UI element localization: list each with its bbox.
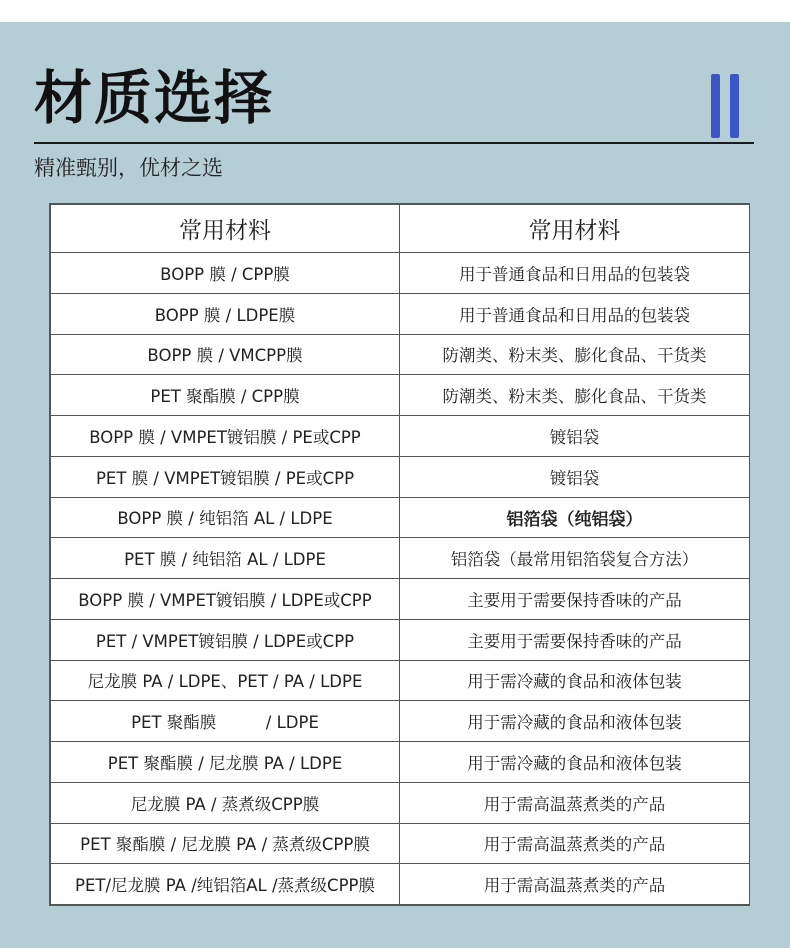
usage-cell: 镀铝袋 [400,456,750,497]
material-cell: 尼龙膜 PA / 蒸煮级CPP膜 [51,782,400,823]
table-row [51,375,750,416]
usage-cell: 用于需高温蒸煮类的产品 [400,864,750,905]
usage-cell: 铝箔袋（纯铝袋） [400,497,750,538]
material-cell: BOPP 膜 / CPP膜 [51,253,400,294]
usage-cell: 用于需高温蒸煮类的产品 [400,782,750,823]
material-cell: 尼龙膜 PA / LDPE、PET / PA / LDPE [51,660,400,701]
usage-cell: 用于普通食品和日用品的包装袋 [400,253,750,294]
table-row [51,823,750,864]
decorative-bars-icon [711,74,741,138]
top-strip [0,0,790,22]
material-cell: PET 聚酯膜 / 尼龙膜 PA / 蒸煮级CPP膜 [51,823,400,864]
material-cell: BOPP 膜 / VMCPP膜 [51,334,400,375]
usage-cell: 防潮类、粉末类、膨化食品、干货类 [400,375,750,416]
table-row [51,660,750,701]
usage-cell: 用于普通食品和日用品的包装袋 [400,293,750,334]
material-cell: BOPP 膜 / VMPET镀铝膜 / LDPE或CPP [51,579,400,620]
table-row [51,619,750,660]
table-row [51,416,750,457]
usage-cell: 防潮类、粉末类、膨化食品、干货类 [400,334,750,375]
table-row [51,538,750,579]
material-cell: PET/尼龙膜 PA /纯铝箔AL /蒸煮级CPP膜 [51,864,400,905]
material-cell: PET 聚酯膜 / LDPE [51,701,400,742]
usage-cell: 用于需冷藏的食品和液体包装 [400,742,750,783]
table-row [51,579,750,620]
usage-cell: 主要用于需要保持香味的产品 [400,579,750,620]
usage-cell: 主要用于需要保持香味的产品 [400,619,750,660]
page-title: 材质选择 [34,64,275,132]
material-cell: PET 膜 / VMPET镀铝膜 / PE或CPP [51,456,400,497]
material-cell: BOPP 膜 / VMPET镀铝膜 / PE或CPP [51,416,400,457]
material-cell: PET 膜 / 纯铝箔 AL / LDPE [51,538,400,579]
table-row [51,742,750,783]
table-row [51,782,750,823]
table-row [51,334,750,375]
table-row [51,701,750,742]
table-header-row [51,205,750,253]
table-row [51,497,750,538]
decorative-bar [730,74,739,138]
title-divider [34,142,754,144]
usage-cell: 镀铝袋 [400,416,750,457]
material-cell: PET 聚酯膜 / CPP膜 [51,375,400,416]
materials-table [49,203,750,906]
table-row [51,293,750,334]
usage-cell: 铝箔袋（最常用铝箔袋复合方法） [400,538,750,579]
table-row [51,864,750,905]
page-subtitle: 精准甄别，优材之选 [34,156,223,180]
material-cell: PET / VMPET镀铝膜 / LDPE或CPP [51,619,400,660]
material-cell: PET 聚酯膜 / 尼龙膜 PA / LDPE [51,742,400,783]
usage-cell: 用于需冷藏的食品和液体包装 [400,701,750,742]
usage-cell: 用于需冷藏的食品和液体包装 [400,660,750,701]
usage-cell: 用于需高温蒸煮类的产品 [400,823,750,864]
column-header-material: 常用材料 [51,205,400,253]
table-row [51,253,750,294]
column-header-usage: 常用材料 [400,205,750,253]
material-cell: BOPP 膜 / LDPE膜 [51,293,400,334]
decorative-bar [711,74,720,138]
material-cell: BOPP 膜 / 纯铝箔 AL / LDPE [51,497,400,538]
table-row [51,456,750,497]
